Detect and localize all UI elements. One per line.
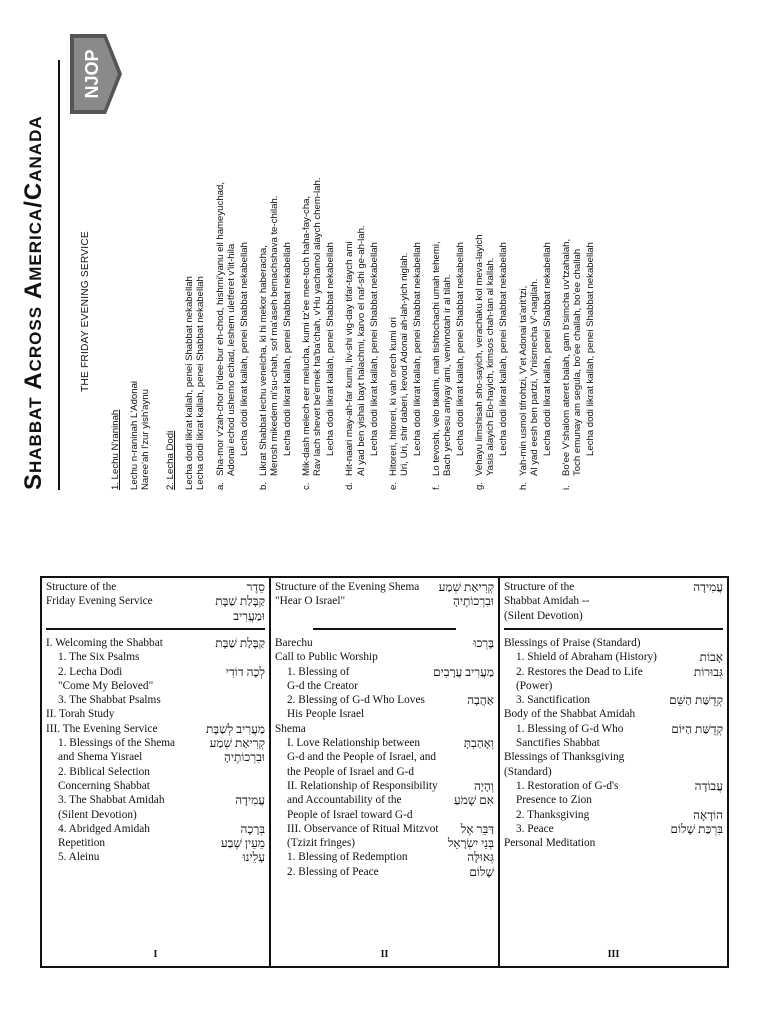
row-english: II. Torah Study: [46, 708, 115, 721]
column-title: Structure of the Shabbat Amidah -- (Silent Devotion): [504, 581, 590, 622]
header-divider: [504, 628, 723, 630]
row-english: III. Observance of Ritual Mitzvot (Tzizit fringes): [287, 822, 439, 850]
lecha-heading: 2. Lecha Dodi: [165, 430, 177, 490]
row-english: 3. The Shabbat Psalms: [58, 694, 161, 707]
row-english: 2. Blessing of Peace: [287, 865, 379, 878]
row-hebrew: בְּרָכָה מֵעֵין שֶׁבַע: [220, 821, 265, 851]
refrain-line: Lecha dodi likrat kallah, penei Shabbat nekabellah: [282, 242, 294, 456]
table-row: [275, 779, 494, 822]
row-hebrew: עָלֵינוּ: [242, 850, 265, 865]
row-english: I. Welcoming the Shabbat: [46, 637, 163, 649]
row-hebrew: עֲבוֹדָה: [694, 778, 723, 793]
verse-line: Hitoreri, hitoreri, ki vah orech kumi ori: [387, 317, 399, 476]
verse-item: [561, 20, 596, 490]
table-row: [275, 822, 494, 851]
header-divider: [46, 628, 265, 630]
row-english: 1. Shield of Abraham (History): [516, 651, 657, 664]
row-hebrew: וְאָהַבְתָּ: [463, 736, 494, 751]
row-english: 2. Blessing of G-d Who Loves His People Israel: [287, 694, 425, 721]
verse-label: c.: [301, 482, 313, 490]
row-english: Shema: [275, 722, 306, 735]
verse-line: Vehayu limshisah sho-sayich, verachaku kol meva-layich: [474, 234, 486, 476]
table-row: [46, 736, 265, 765]
row-hebrew: בָּרְכוּ: [473, 636, 494, 650]
row-hebrew: מַעֲרִיב לְשַׁבָּת: [206, 721, 265, 736]
refrain-line: Lecha dodi likrat kallah, penei Shabbat nekabellah: [498, 242, 510, 456]
table-row: [504, 693, 723, 707]
row-english: 1. Blessing of G-d the Creator: [287, 665, 358, 692]
column-header: [275, 580, 494, 624]
table-row: [504, 779, 723, 808]
table-column-2: [269, 578, 498, 966]
table-row: [504, 636, 723, 650]
table-row: [46, 722, 265, 736]
refrain-line: Lecha dodi likrat kallah, penei Shabbat nekabellah: [368, 242, 380, 456]
verse-label: a.: [214, 481, 226, 490]
verse-label: h.: [517, 481, 529, 490]
verse-label: f.: [430, 484, 442, 490]
table-row: [275, 693, 494, 722]
verse-label: b.: [257, 481, 269, 490]
verse-item: [344, 20, 379, 490]
table-row: [46, 650, 265, 664]
row-hebrew: לְכָה דוֹדִי: [225, 664, 265, 679]
row-hebrew: קַבָּלַת שַׁבָּת: [215, 636, 265, 650]
table-row: [275, 650, 494, 664]
verse-item: [215, 20, 250, 490]
table-row: [275, 636, 494, 650]
table-row: [504, 650, 723, 664]
table-row: [46, 793, 265, 822]
verse-item: [474, 20, 509, 490]
table-row: [275, 736, 494, 779]
verse-label: g.: [474, 481, 486, 490]
row-hebrew: קְדֻשַּׁת הַיּוֹם: [671, 721, 723, 736]
verse-line: Rav lach shevet be'emek ha'ba'chah, v'Hu yachamol alaych chem-lah.: [312, 177, 324, 476]
table-row: [46, 636, 265, 650]
refrain-line: Lecha dodi likrat kallah, penei Shabbat nekabellah: [238, 242, 250, 456]
refrain-line: Lecha dodi likrat kallah, penei Shabbat nekabellah: [411, 242, 423, 456]
verse-line: Sha-mor v'zah-chor bi'dee-bur eh-chod, hishmi'yanu eil hameyuchad,: [214, 182, 226, 476]
verse-line: Bach yechesu aniyay ami, venivnotah ir al tilah.: [442, 274, 454, 476]
row-hebrew: וְהָיָה אִם שָׁמֹעַ: [453, 778, 494, 808]
lechu-line-2: Naree'ah l'zur yish'aynu: [140, 389, 152, 490]
table-row: [46, 822, 265, 851]
row-english: 1. Blessing of G-d Who Sanctifies Shabbat: [516, 722, 624, 750]
verse-item: [258, 20, 293, 490]
table-row: [504, 808, 723, 822]
row-english: 1. The Six Psalms: [58, 651, 140, 664]
table-row: [275, 665, 494, 694]
verse-item: [518, 20, 553, 490]
row-english: 2. Restores the Dead to Life (Power): [516, 665, 643, 692]
verse-line: Likrat Shabbat lechu venelcha, ki hi mekor haberacha,: [257, 245, 269, 476]
verse-line: Yah-min usmol tifrohtzi, V'et Adonai ta'arit'tzi,: [517, 285, 529, 476]
table-row: [46, 707, 265, 721]
verse-line: Al yad eesh ben partzi, V'nismecha V'-nagilah.: [528, 278, 540, 476]
row-hebrew: גְּאוּלָּה: [467, 850, 494, 865]
row-hebrew: אָבוֹת: [699, 650, 723, 665]
row-english: Body of the Shabbat Amidah: [504, 708, 636, 721]
refrain-line: Lecha dodi likrat kallah, penei Shabbat nekabellah: [455, 242, 467, 456]
row-english: 3. Peace: [516, 822, 554, 835]
brand-divider: [58, 60, 60, 490]
row-english: 1. Blessing of Redemption: [287, 851, 408, 864]
row-hebrew: עֲמִידָה: [235, 793, 265, 808]
row-hebrew: קְרִיאַת שְׁמַע וּבִרְכוֹתֶיהָ: [209, 736, 265, 765]
verse-item: [388, 20, 423, 490]
row-hebrew: גְּבוּרוֹת: [693, 664, 723, 679]
row-english: 3. Sanctification: [516, 694, 591, 707]
verse-line: Lo tevoshi, velo tikalmi, mah tishtochachi umah tehemi,: [430, 241, 442, 476]
lecha-section: [165, 20, 596, 490]
verse-line: Mik-dash melech eer melucha, kumi tz'ee mee-toch haha-fay-cha,: [301, 195, 313, 476]
rotated-page: [20, 20, 728, 490]
lechu-line-1: Lechu n-raninah L'Adonai: [129, 380, 141, 490]
refrain-line: Lecha dodi likrat kallah, penei Shabbat nekabellah: [541, 242, 553, 456]
row-english: Personal Meditation: [504, 837, 596, 850]
header-divider: [313, 628, 456, 630]
row-english: I. Love Relationship between G-d and the People of Israel, and the People of Israel and G-d: [287, 737, 437, 778]
table-row: [504, 722, 723, 751]
verse-label: i.: [560, 485, 572, 490]
verse-label: d.: [344, 481, 356, 490]
table-row: [275, 722, 494, 736]
service-structure-table: [40, 576, 729, 968]
verse-line: Al yad ben yishai bayt halachmi, karvo el naf-shi ge-ah-lah.: [355, 225, 367, 476]
row-english: 2. Biblical Selection Concerning Shabbat: [58, 765, 150, 792]
table-row: [46, 693, 265, 707]
row-hebrew: הוֹדָאָה: [693, 807, 723, 822]
verse-item: [301, 20, 336, 490]
row-english: 4. Abridged Amidah Repetition: [58, 822, 150, 850]
table-column-1: [42, 578, 269, 966]
column-header: [46, 580, 265, 624]
row-english: 3. The Shabbat Amidah (Silent Devotion): [58, 794, 165, 821]
verse-line: Uri, Uri, shir daberi, kevod Adonai ah-lah-yich niglah.: [398, 252, 410, 476]
row-hebrew: קְדֻשַּׁת הַשֵּׁם: [669, 693, 723, 708]
verse-line: Adonai echod ushemo echad, leshem uletferet v'lit-hila: [225, 243, 237, 476]
logo-text: NJOP: [82, 49, 102, 99]
row-hebrew: מַעֲרִיב עֲרָבִים: [433, 664, 494, 679]
lechu-heading: 1. Lechu N'raninah: [110, 409, 121, 490]
service-title: THE FRIDAY EVENING SERVICE: [80, 231, 91, 392]
column-header: [504, 580, 723, 624]
lecha-intro-1: Lecha dodi likrat kallah, penei Shabbat nekabellah: [184, 276, 196, 490]
brand-title: Shabbat Across America/Canada: [20, 115, 47, 490]
refrain-line: Lecha dodi likrat kallah, penei Shabbat nekabellah: [585, 242, 596, 456]
row-english: Call to Public Worship: [275, 651, 378, 664]
lecha-intro-2: Lecha dodi likrat kallah, penei Shabbat nekabellah: [195, 276, 207, 490]
row-hebrew: בִּרְכַּת שָׁלוֹם: [670, 821, 723, 836]
table-column-3: [498, 578, 727, 966]
verse-line: Merosh mikedem ni'su-chah, sof ma'aseh bemachshava te-chilah.: [268, 195, 280, 476]
column-title-hebrew: סֵדֶר קַבָּלַת שַׁבָּת וּמַעֲרִיב: [215, 580, 265, 623]
verse-label: e.: [387, 481, 399, 490]
table-row: [46, 765, 265, 794]
column-title: Structure of the Evening Shema "Hear O Israel": [275, 581, 420, 608]
row-english: Blessings of Thanksgiving (Standard): [504, 751, 625, 778]
row-english: 5. Aleinu: [58, 851, 100, 864]
verse-line: Hit-naari may-ah-far kumi, liv-shi vig-day tifar-taych ami: [344, 241, 356, 476]
table-row: [504, 750, 723, 779]
row-hebrew: שָׁלוֹם: [469, 864, 494, 879]
table-row: [504, 822, 723, 836]
table-row: [275, 865, 494, 879]
table-row: [504, 665, 723, 694]
column-page-number: III: [607, 948, 620, 960]
column-title-hebrew: קְרִיאַת שְׁמַע וּבִרְכוֹתֶיהָ: [438, 580, 494, 609]
column-title-hebrew: עֲמִידָה: [693, 580, 723, 594]
row-english: III. The Evening Service: [46, 722, 158, 735]
table-row: [46, 850, 265, 864]
row-english: 1. Blessings of the Shema and Shema Yisrael: [58, 737, 176, 764]
lyrics-column: [110, 20, 604, 490]
table-row: [504, 707, 723, 721]
row-english: II. Relationship of Responsibility and Accountability of the People of Israel toward G-d: [287, 779, 438, 821]
table-row: [275, 850, 494, 864]
row-hebrew: דַּבֵּר אֶל בְּנֵי יִשְׂרָאֵל: [447, 821, 494, 851]
row-english: Barechu: [275, 637, 313, 649]
verse-line: Yasis alayich Elo-hayich, kimsos chah-tan al kallah.: [485, 257, 497, 476]
verse-item: [431, 20, 466, 490]
refrain-line: Lecha dodi likrat kallah, penei Shabbat nekabellah: [325, 242, 337, 456]
row-hebrew: אַהֲבָה: [467, 693, 494, 708]
lechu-section: [110, 20, 151, 490]
column-page-number: I: [153, 948, 158, 960]
verse-line: Toch emunay am segula, bo'ee challah, bo'ee challah: [571, 248, 583, 476]
row-english: 1. Restoration of G-d's Presence to Zion: [516, 779, 619, 807]
row-english: 2. Lecha Dodi "Come My Beloved": [58, 665, 154, 692]
column-title: Structure of the Friday Evening Service: [46, 581, 153, 608]
verse-list: [215, 20, 597, 490]
table-row: [46, 665, 265, 694]
column-page-number: II: [380, 948, 389, 960]
row-english: 2. Thanksgiving: [516, 808, 590, 821]
row-english: Blessings of Praise (Standard): [504, 637, 641, 649]
table-row: [504, 836, 723, 850]
verse-line: Bo'ee V'shalom ateret balah, gam b'simcha uv'tzahalah,: [560, 238, 572, 476]
